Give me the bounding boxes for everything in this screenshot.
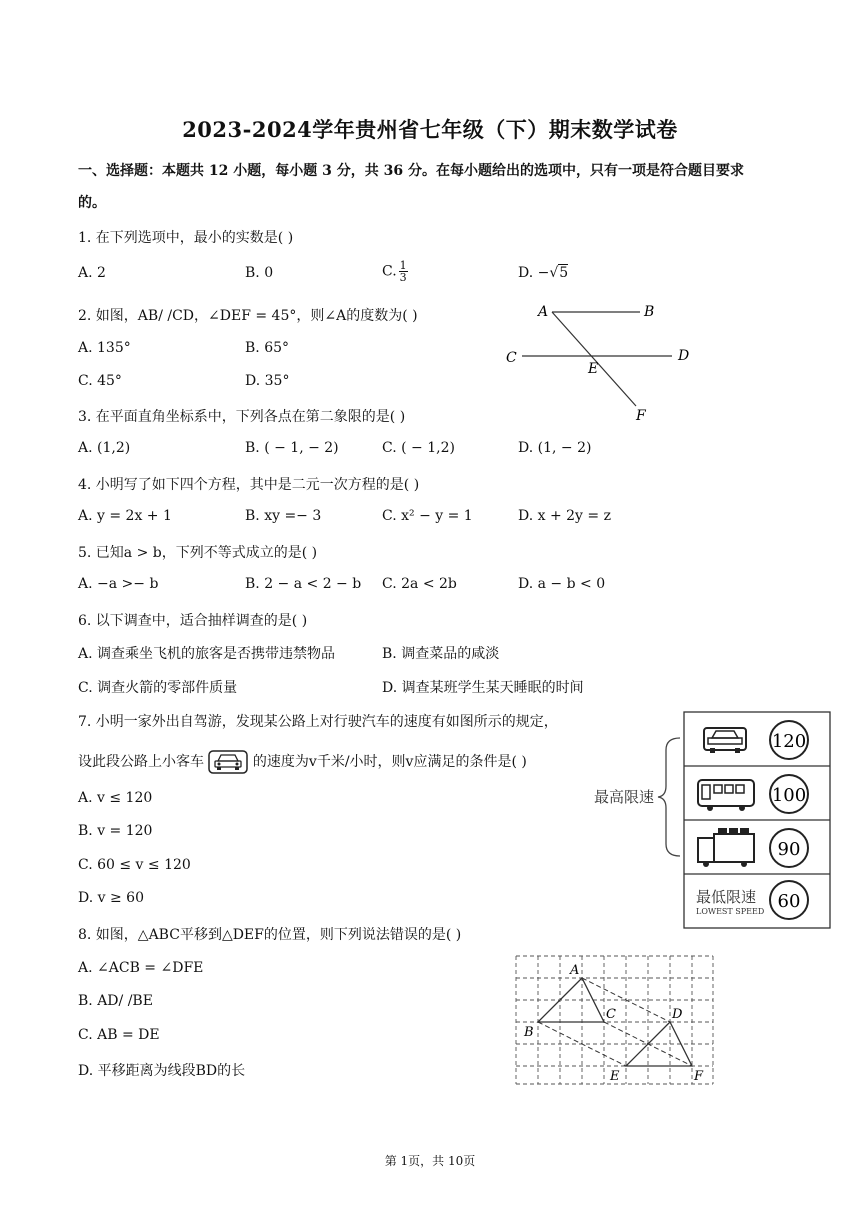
- speed-value-min: 60: [777, 891, 801, 912]
- q8-stem: 8. 如图，△ABC平移到△DEF的位置，则下列说法错误的是( ): [78, 927, 462, 943]
- min-speed-label-en: LOWEST SPEED: [696, 907, 765, 916]
- q8-option-b: B. AD/ /BE: [78, 993, 153, 1009]
- q2-label-e: E: [588, 361, 599, 377]
- q2-stem: 2. 如图，AB/ /CD，∠DEF = 45°，则∠A的度数为( ): [78, 308, 418, 324]
- q3-option-b: B. ( − 1, − 2): [245, 440, 339, 456]
- q6-option-b: B. 调查菜品的咸淡: [382, 646, 500, 662]
- speed-value-car: 120: [771, 731, 807, 752]
- q2-option-b: B. 65°: [245, 340, 290, 356]
- q2-option-c: C. 45°: [78, 373, 122, 389]
- car-icon: [208, 750, 248, 774]
- q5-option-d: D. a − b < 0: [518, 576, 606, 592]
- speed-value-bus: 100: [771, 785, 807, 806]
- q8-label-e: E: [610, 1069, 620, 1084]
- q2-figure: [500, 298, 700, 426]
- section-heading-line2: 的。: [78, 195, 106, 211]
- q2-label-b: B: [644, 304, 655, 320]
- min-speed-label: 最低限速: [696, 888, 757, 906]
- q7-stem-line1: 7. 小明一家外出自驾游，发现某公路上对行驶汽车的速度有如图所示的规定，: [78, 714, 558, 730]
- q3-option-a: A. (1,2): [78, 440, 131, 456]
- q8-label-d: D: [672, 1007, 683, 1022]
- q8-label-f: F: [694, 1069, 704, 1084]
- q6-option-a: A. 调查乘坐飞机的旅客是否携带违禁物品: [78, 646, 336, 662]
- section-heading-line1: 一、选择题：本题共 12 小题，每小题 3 分，共 36 分。在每小题给出的选项中，只有一项是符合题目要求: [78, 163, 744, 179]
- q8-option-d: D. 平移距离为线段BD的长: [78, 1063, 246, 1079]
- q5-option-c: C. 2a < 2b: [382, 576, 457, 592]
- q4-stem: 4. 小明写了如下四个方程，其中是二元一次方程的是( ): [78, 477, 420, 493]
- speed-value-truck: 90: [777, 839, 801, 860]
- q6-option-c: C. 调查火箭的零部件质量: [78, 680, 238, 696]
- q5-option-a: A. −a >− b: [78, 576, 159, 592]
- q2-label-d: D: [678, 348, 690, 364]
- q1-stem: 1. 在下列选项中，最小的实数是( ): [78, 230, 294, 246]
- q1-option-d: D. −√5: [518, 265, 569, 281]
- q6-stem: 6. 以下调查中，适合抽样调查的是( ): [78, 613, 308, 629]
- q1-option-c: C. $\frac{1}{3}$: [382, 259, 407, 284]
- q7-option-b: B. v = 120: [78, 823, 153, 839]
- q2-option-a: A. 135°: [78, 340, 131, 356]
- page-title: 2023-2024学年贵州省七年级（下）期末数学试卷: [182, 117, 678, 142]
- q5-option-b: B. 2 − a < 2 − b: [245, 576, 362, 592]
- q2-option-d: D. 35°: [245, 373, 290, 389]
- q7-option-a: A. v ≤ 120: [78, 790, 153, 806]
- q8-label-c: C: [606, 1007, 616, 1022]
- page-footer: 第 1页，共 10页: [384, 1154, 476, 1168]
- q7-stem-line2: 设此段公路上小客车 的速度为v千米/小时，则v应满足的条件是( ): [78, 750, 527, 774]
- q4-option-d: D. x + 2y = z: [518, 508, 611, 524]
- max-speed-label: 最高限速: [594, 788, 655, 806]
- q8-grid-figure: [510, 952, 720, 1092]
- q3-stem: 3. 在平面直角坐标系中，下列各点在第二象限的是( ): [78, 409, 406, 425]
- q5-stem: 5. 已知a > b，下列不等式成立的是( ): [78, 545, 318, 561]
- q8-option-a: A. ∠ACB = ∠DFE: [78, 960, 204, 976]
- q2-label-f: F: [636, 408, 646, 424]
- q7-option-d: D. v ≥ 60: [78, 890, 144, 906]
- q8-label-a: A: [570, 963, 580, 978]
- q4-option-a: A. y = 2x + 1: [78, 508, 172, 524]
- q2-label-a: A: [538, 304, 549, 320]
- q1-option-b: B. 0: [245, 265, 274, 281]
- q3-option-c: C. ( − 1,2): [382, 440, 455, 456]
- q2-label-c: C: [506, 350, 517, 366]
- q4-option-c: C. x² − y = 1: [382, 508, 473, 524]
- q3-option-d: D. (1, − 2): [518, 440, 592, 456]
- q8-label-b: B: [524, 1025, 534, 1040]
- q4-option-b: B. xy =− 3: [245, 508, 322, 524]
- q7-option-c: C. 60 ≤ v ≤ 120: [78, 857, 191, 873]
- q8-option-c: C. AB = DE: [78, 1027, 160, 1043]
- q6-option-d: D. 调查某班学生某天睡眠的时间: [382, 680, 584, 696]
- speed-limit-sign: [592, 710, 834, 930]
- q1-option-a: A. 2: [78, 265, 106, 281]
